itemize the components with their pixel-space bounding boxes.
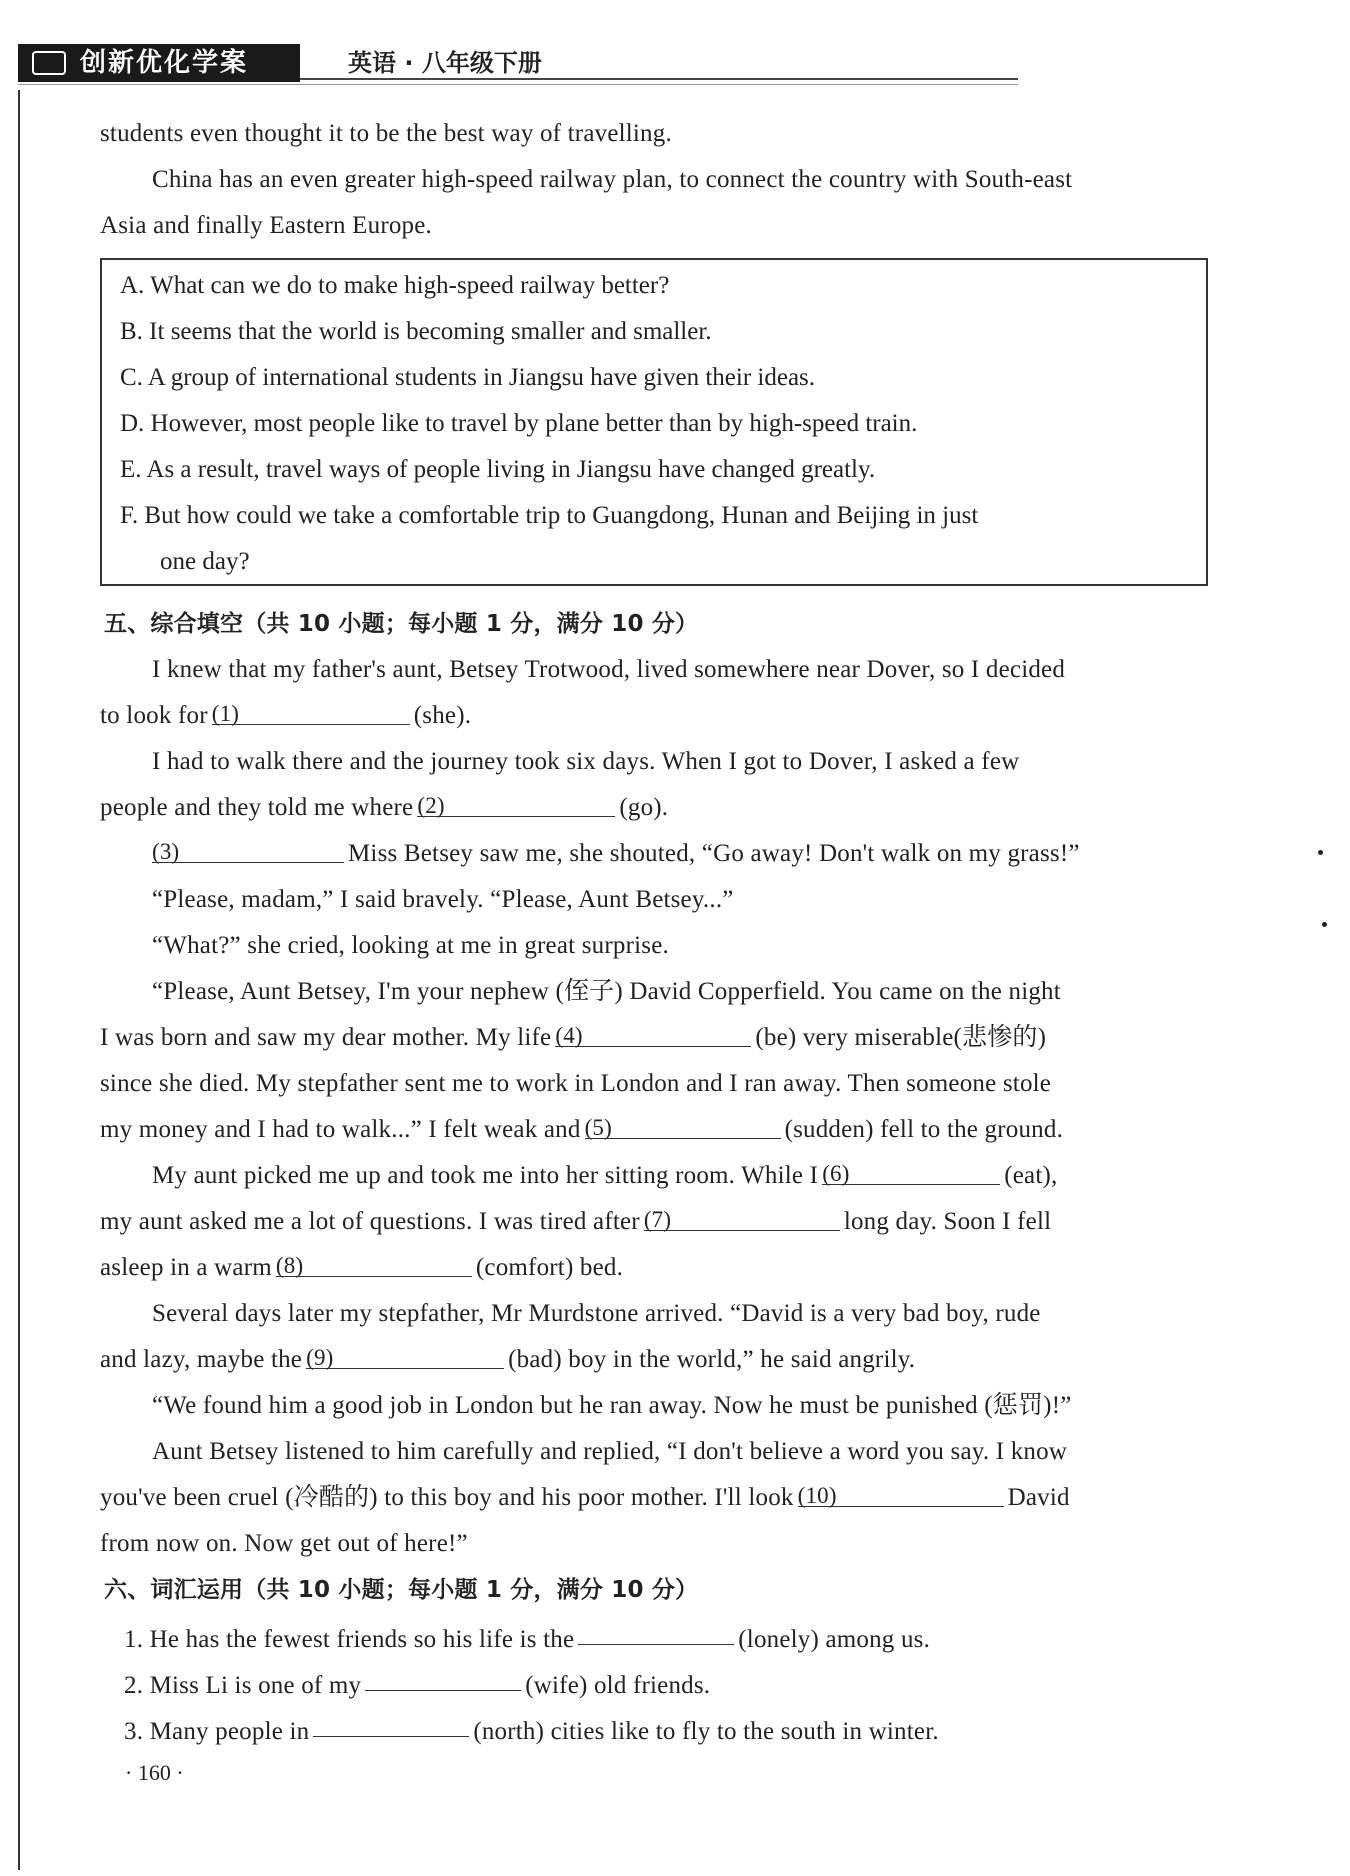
page-header bbox=[18, 44, 1018, 82]
header-divider bbox=[300, 78, 1018, 80]
subject-title: 英语 · 八年级下册 bbox=[348, 49, 542, 77]
brand-text: 创新优化学案 bbox=[80, 48, 249, 78]
blank-2[interactable]: (2) bbox=[417, 788, 615, 817]
passage-line: “Please, madam,” I said bravely. “Please, Aunt Betsey...” bbox=[152, 886, 734, 913]
section6-heading: 六、词汇运用（共 10 小题；每小题 1 分，满分 10 分） bbox=[104, 1577, 699, 1603]
passage-line: you've been cruel (冷酷的) to this boy and his poor mother. I'll look (10) David bbox=[100, 1480, 1210, 1516]
question-2: 2. Miss Li is one of my (wife) old friends. bbox=[124, 1664, 1234, 1704]
blank-9[interactable]: (9) bbox=[306, 1340, 504, 1369]
passage-line: Asia and finally Eastern Europe. bbox=[100, 212, 432, 239]
passage-line: “We found him a good job in London but he ran away. Now he must be punished (惩罚)!” bbox=[152, 1392, 1072, 1419]
passage-line: (3) Miss Betsey saw me, she shouted, “Go away! Don't walk on my grass!” bbox=[152, 836, 1210, 872]
passage-line: my money and I had to walk...” I felt weak and (5) (sudden) fell to the ground. bbox=[100, 1112, 1210, 1148]
brand-icon bbox=[32, 51, 66, 75]
passage-line: “Please, Aunt Betsey, I'm your nephew (侄子) David Copperfield. You came on the night bbox=[152, 978, 1061, 1005]
passage-line: China has an even greater high-speed railway plan, to connect the country with South-east bbox=[152, 166, 1073, 193]
passage-line: and lazy, maybe the (9) (bad) boy in the world,” he said angrily. bbox=[100, 1342, 1210, 1378]
options-box bbox=[100, 258, 1208, 586]
passage-line: to look for (1) (she). bbox=[100, 698, 1210, 734]
passage-line: I had to walk there and the journey took six days. When I got to Dover, I asked a few bbox=[152, 748, 1020, 775]
question-3: 3. Many people in (north) cities like to fly to the south in winter. bbox=[124, 1710, 1234, 1750]
blank-7[interactable]: (7) bbox=[644, 1202, 840, 1231]
passage-line: students even thought it to be the best way of travelling. bbox=[100, 120, 672, 147]
passage-line: I knew that my father's aunt, Betsey Trotwood, lived somewhere near Dover, so I decided bbox=[152, 656, 1066, 683]
blank-5[interactable]: (5) bbox=[585, 1110, 781, 1139]
page-number: · 160 · bbox=[125, 1760, 184, 1785]
passage-line: “What?” she cried, looking at me in great surprise. bbox=[152, 932, 669, 959]
blank-8[interactable]: (8) bbox=[276, 1248, 472, 1277]
passage-line: from now on. Now get out of here!” bbox=[100, 1530, 468, 1557]
blank-10[interactable]: (10) bbox=[798, 1478, 1004, 1507]
passage-line: Several days later my stepfather, Mr Murdstone arrived. “David is a very bad boy, rude bbox=[152, 1300, 1041, 1327]
section5-heading: 五、综合填空（共 10 小题；每小题 1 分，满分 10 分） bbox=[104, 611, 699, 637]
passage-line: My aunt picked me up and took me into her sitting room. While I (6) (eat), bbox=[152, 1158, 1210, 1194]
blank-6[interactable]: (6) bbox=[822, 1156, 1000, 1185]
option-f-cont: one day? bbox=[160, 548, 250, 575]
question-1: 1. He has the fewest friends so his life is the (lonely) among us. bbox=[124, 1618, 1234, 1658]
passage-line: my aunt asked me a lot of questions. I was tired after (7) long day. Soon I fell bbox=[100, 1204, 1210, 1240]
page-edge-line bbox=[18, 90, 20, 1870]
passage-line: I was born and saw my dear mother. My life (4) (be) very miserable(悲惨的) bbox=[100, 1020, 1210, 1056]
option-e: E. As a result, travel ways of people living in Jiangsu have changed greatly. bbox=[120, 456, 876, 483]
blank-q2[interactable] bbox=[365, 1662, 521, 1691]
blank-4[interactable]: (4) bbox=[555, 1018, 751, 1047]
passage-line: asleep in a warm (8) (comfort) bed. bbox=[100, 1250, 1210, 1286]
passage-line: Aunt Betsey listened to him carefully and replied, “I don't believe a word you say. I know bbox=[152, 1438, 1068, 1465]
margin-mark bbox=[1318, 850, 1323, 855]
option-f: F. But how could we take a comfortable trip to Guangdong, Hunan and Beijing in just bbox=[120, 502, 979, 529]
blank-q3[interactable] bbox=[313, 1708, 469, 1737]
blank-q1[interactable] bbox=[578, 1616, 734, 1645]
passage-line: since she died. My stepfather sent me to work in London and I ran away. Then someone stole bbox=[100, 1070, 1052, 1097]
header-underline bbox=[18, 84, 1018, 85]
option-c: C. A group of international students in Jiangsu have given their ideas. bbox=[120, 364, 816, 391]
option-b: B. It seems that the world is becoming smaller and smaller. bbox=[120, 318, 712, 345]
passage-line: people and they told me where (2) (go). bbox=[100, 790, 1210, 826]
option-d: D. However, most people like to travel by plane better than by high-speed train. bbox=[120, 410, 918, 437]
brand-logo bbox=[18, 44, 300, 82]
option-a: A. What can we do to make high-speed railway better? bbox=[120, 272, 670, 299]
blank-1[interactable]: (1) bbox=[212, 696, 410, 725]
margin-mark bbox=[1322, 922, 1327, 927]
blank-3[interactable]: (3) bbox=[152, 834, 344, 863]
